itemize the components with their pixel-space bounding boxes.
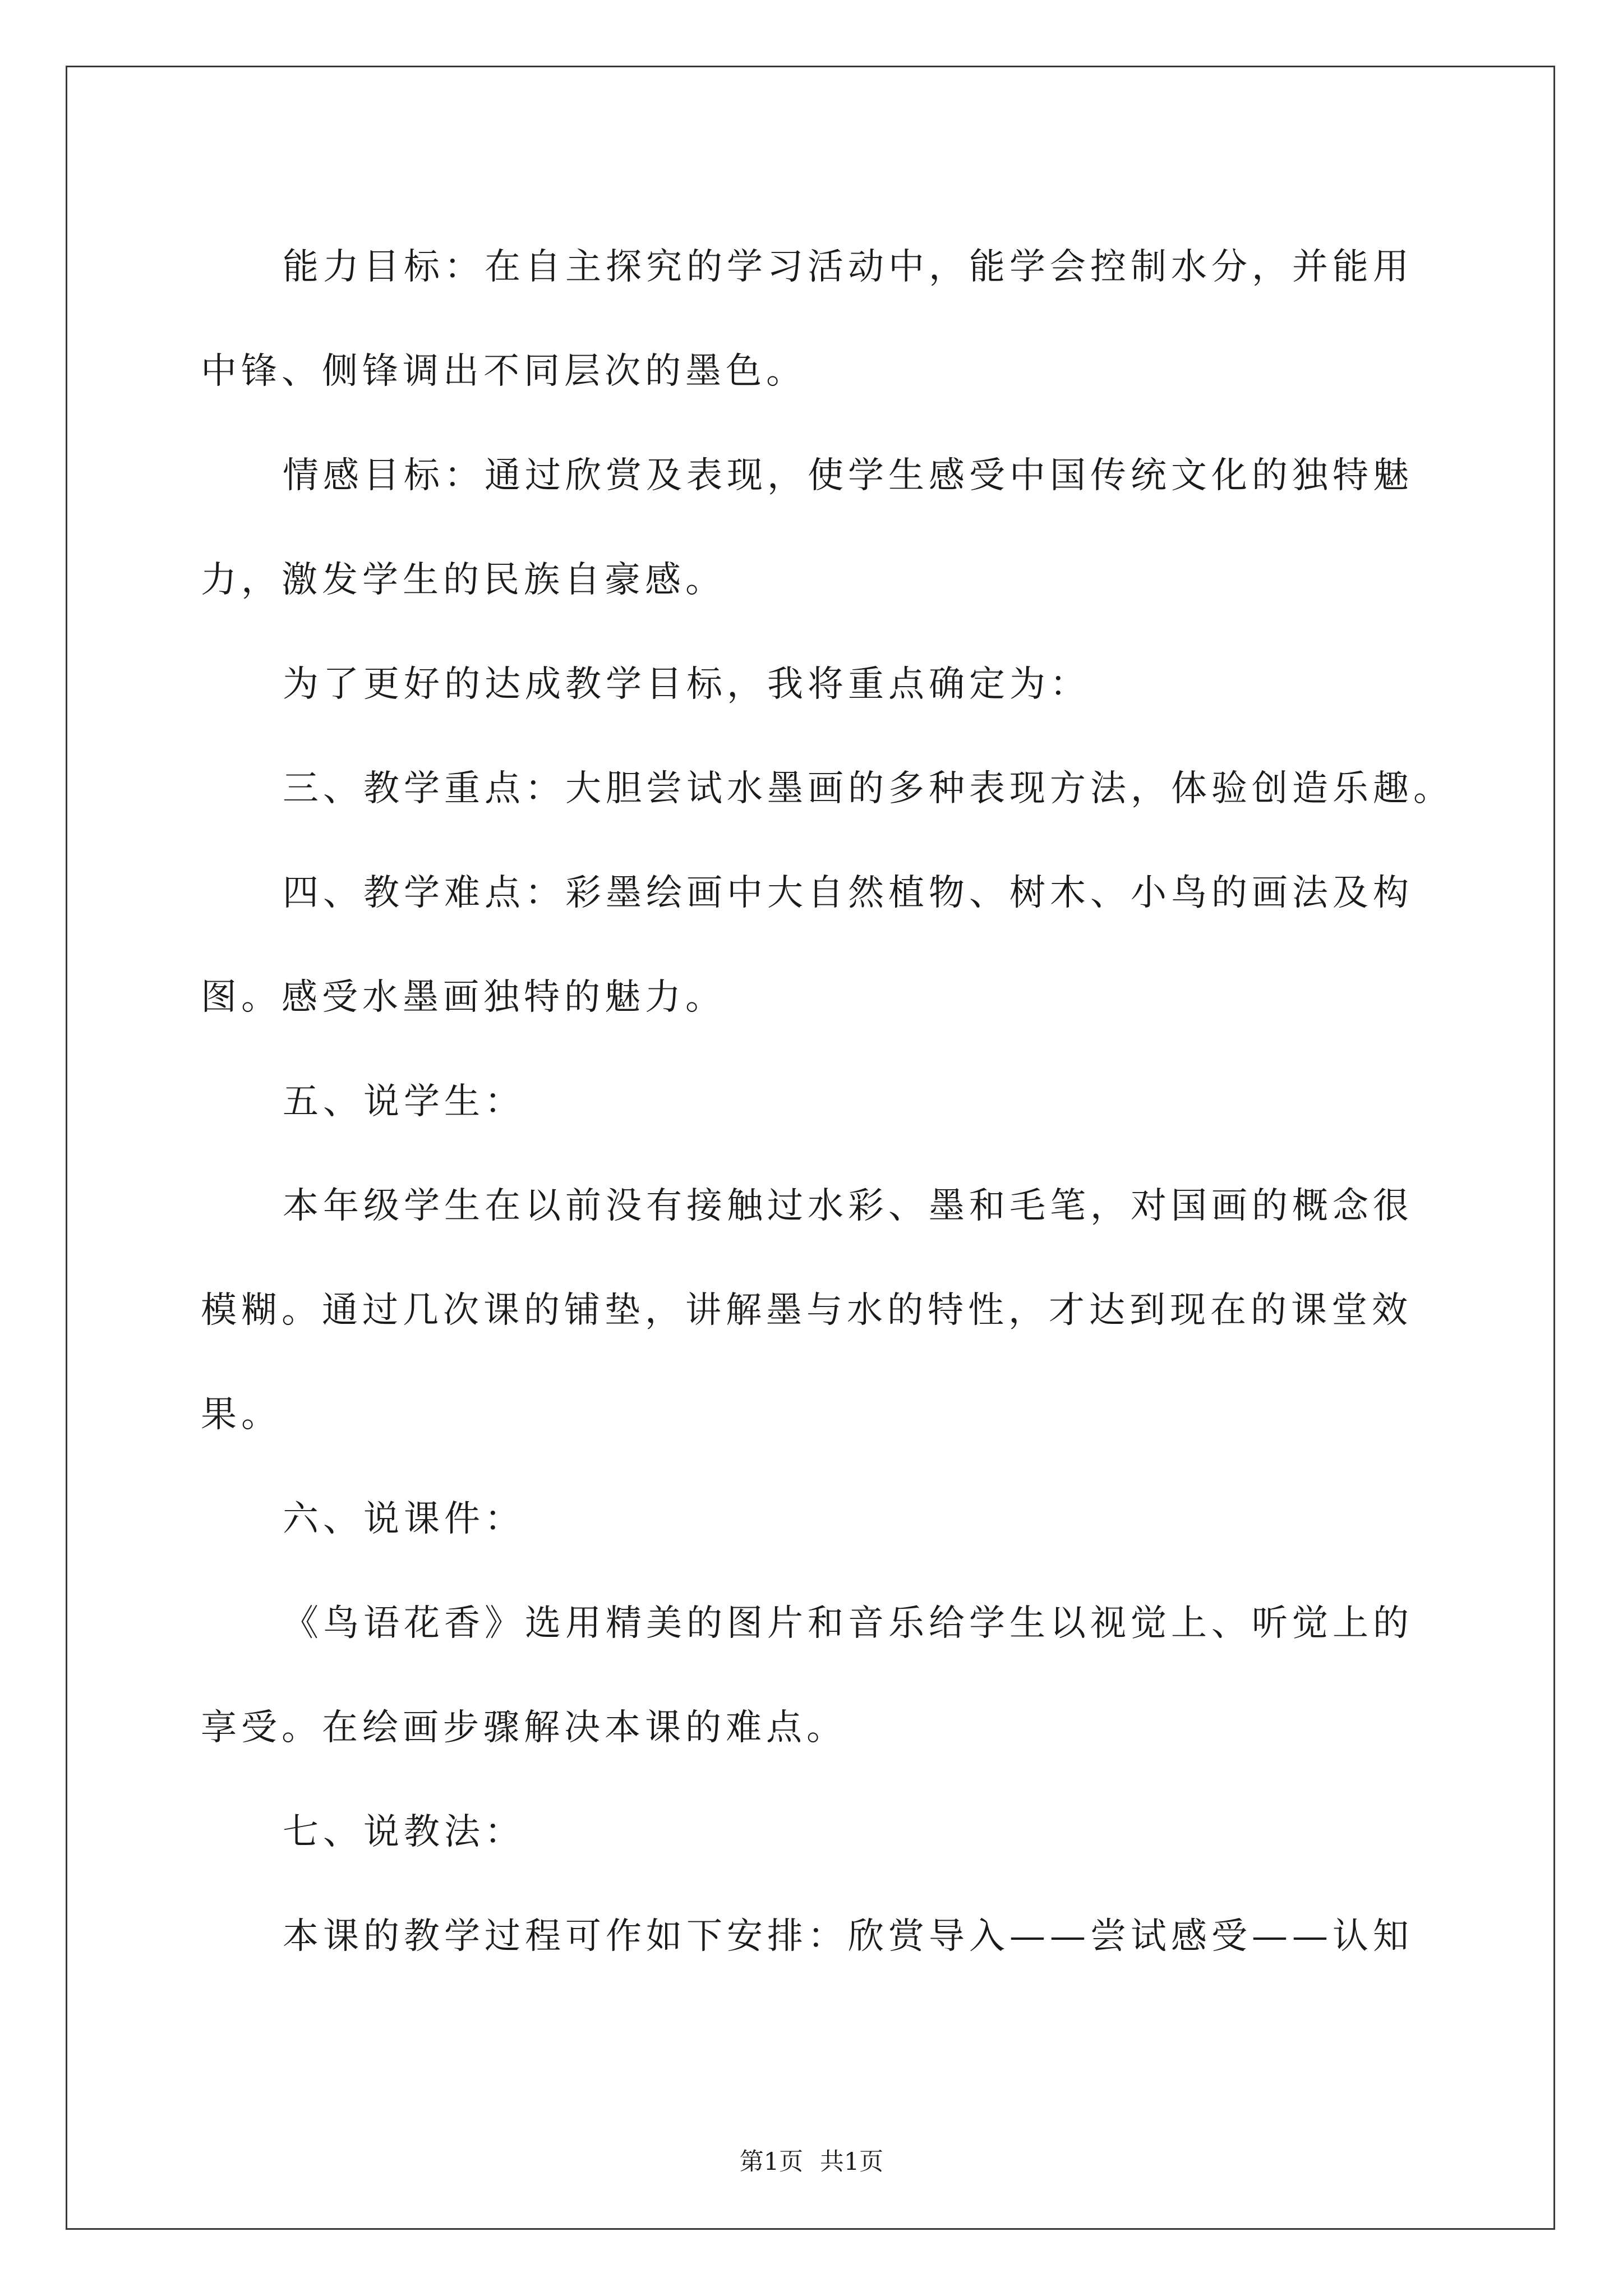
text-line: 七、说教法： [283,1811,525,1853]
text-line: 享受。在绘画步骤解决本课的难点。 [201,1707,847,1749]
text-line: 五、说学生： [283,1081,525,1122]
text-line: 本课的教学过程可作如下安排：欣赏导入——尝试感受——认知 [283,1916,1413,1957]
text-line: 图。感受水墨画独特的魅力。 [201,977,726,1018]
text-line: 《鸟语花香》选用精美的图片和音乐给学生以视觉上、听觉上的 [283,1603,1413,1644]
text-line: 三、教学重点：大胆尝试水墨画的多种表现方法，体验创造乐趣。 [283,768,1454,809]
text-line: 六、说课件： [283,1498,525,1540]
text-line: 为了更好的达成教学目标，我将重点确定为： [283,664,1090,705]
page-footer: 第1页 共1页 [739,2148,884,2176]
text-line: 本年级学生在以前没有接触过水彩、墨和毛笔，对国画的概念很 [283,1185,1413,1227]
text-line: 能力目标：在自主探究的学习活动中，能学会控制水分，并能用 [283,246,1413,288]
text-line: 果。 [201,1394,282,1435]
text-line: 力，激发学生的民族自豪感。 [201,559,726,601]
text-line: 中锋、侧锋调出不同层次的墨色。 [201,351,806,392]
text-line: 情感目标：通过欣赏及表现，使学生感受中国传统文化的独特魅 [283,455,1413,496]
document-body [201,215,1463,1989]
text-line: 四、教学难点：彩墨绘画中大自然植物、树木、小鸟的画法及构 [283,872,1413,914]
text-line: 模糊。通过几次课的铺垫，讲解墨与水的特性，才达到现在的课堂效 [201,1290,1412,1331]
